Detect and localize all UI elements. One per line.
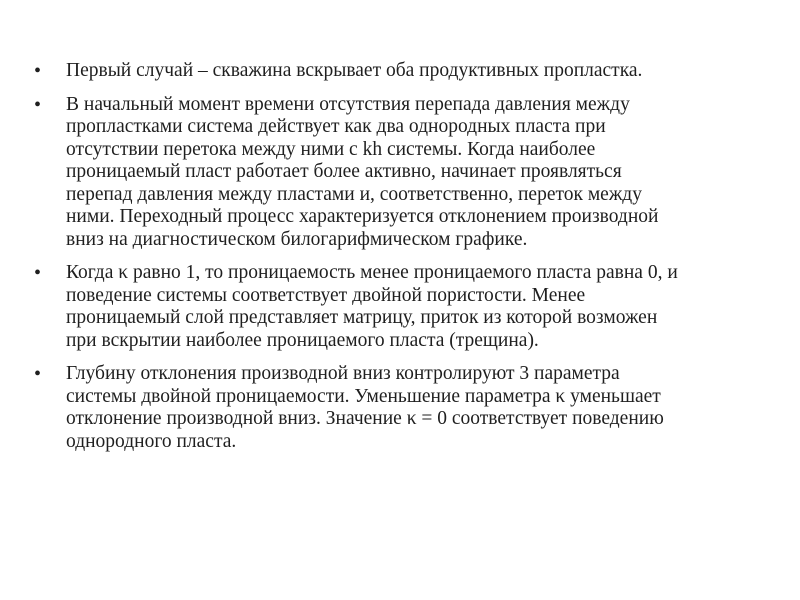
bullet-item-depth-control bbox=[30, 363, 790, 453]
bullet-item-first-case bbox=[30, 60, 790, 83]
bullet-text: В начальный момент времени отсутствия перепада давления между пропластками система действует как два однородных пласта при отсутствии перетока между ними с kh системы. Когда наиболее проницаемый пласт работает более активно, начинает проявляться перепад давления между пластами и, соответственно, переток между ними. Переходный процесс характеризуется отклонением производной вниз на диагностическом билогарифмическом графике. bbox=[66, 93, 659, 250]
bullet-text: Глубину отклонения производной вниз контролируют 3 параметра системы двойной проницаемости. Уменьшение параметра κ уменьшает отклонение производной вниз. Значение κ = 0 соответствует поведению однородного пласта. bbox=[66, 363, 664, 452]
bullet-text: Первый случай – скважина вскрывает оба продуктивных пропластка. bbox=[66, 60, 643, 81]
bullet-dot-icon: • bbox=[34, 93, 42, 116]
bullet-dot-icon: • bbox=[34, 262, 42, 284]
bullet-text: Когда κ равно 1, то проницаемость менее проницаемого пласта равна 0, и поведение системы соответствует двойной пористости. Менее проницаемый слой представляет матрицу, приток из которой возможен при вскрытии наиболее проницаемого пласта (трещина). bbox=[66, 262, 678, 351]
bullet-list bbox=[30, 60, 790, 464]
bullet-item-initial-moment bbox=[30, 94, 790, 252]
bullet-dot-icon: • bbox=[34, 60, 42, 82]
bullet-item-kappa-one bbox=[30, 262, 790, 352]
bullet-dot-icon: • bbox=[34, 363, 42, 385]
